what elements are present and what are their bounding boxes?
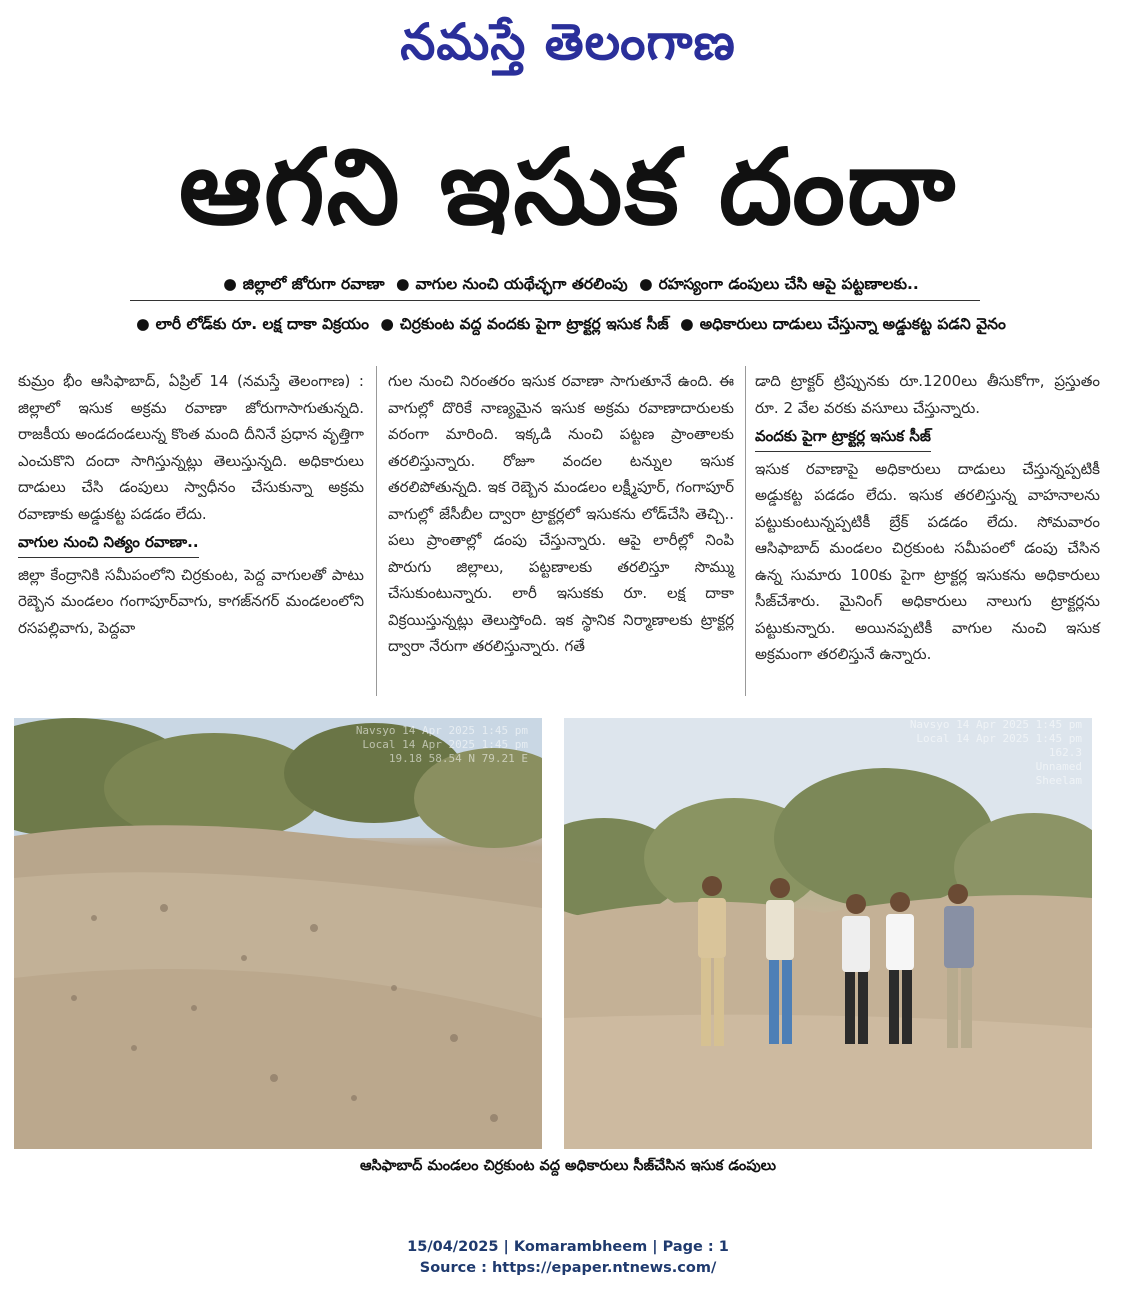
article-paragraph: కుమ్రం భీం ఆసిఫాబాద్, ఏప్రిల్ 14 (నమస్తే తెలంగాణ) : జిల్లాలో ఇసుక అక్రమ రవాణా జోరుగాసాగుతున్నది. రాజకీయ అండదండలున్న కొంత మంది దీనినే ప్రధాన వృత్తిగా ఎంచుకొని దందా సాగిస్తున్నట్లు తెలుస్తున్నది. అధికారులు దాడులు చేసి డంపులు స్వాధీనం చేసుకున్నా అక్రమ రవాణాకు అడ్డుకట్ట పడడం లేదు. bbox=[18, 372, 364, 523]
article-subheading: వందకు పైగా ట్రాక్టర్ల ఇసుక సీజ్ bbox=[755, 423, 931, 452]
bullet-dot-icon: ● bbox=[639, 275, 653, 293]
column-divider bbox=[376, 366, 377, 696]
sand-dump-photo bbox=[14, 718, 542, 1149]
stamp-line: Navsyo 14 Apr 2025 1:45 pm bbox=[909, 718, 1082, 731]
summary-bullet: చిర్రకుంట వద్ద వందకు పైగా ట్రాక్టర్ల ఇసుక సీజ్ bbox=[399, 315, 669, 333]
summary-bullet: వాగుల నుంచి యథేచ్ఛగా తరలింపు bbox=[415, 275, 628, 293]
article-column-1 bbox=[18, 368, 364, 641]
article-subheading: వాగుల నుంచి నిత్యం రవాణా.. bbox=[18, 529, 199, 558]
bullet-dot-icon: ● bbox=[380, 315, 394, 333]
bullet-dot-icon: ● bbox=[136, 315, 150, 333]
article-paragraph: ఇసుక రవాణాపై అధికారులు దాడులు చేస్తున్నప్పటికీ అడ్డుకట్ట పడడం లేదు. ఇసుక తరలిస్తున్న వాహనాలను పట్టుకుంటున్నప్పటికీ బ్రేక్ పడడం లేదు. సోమవారం ఆసిఫాబాద్ మండలం చిర్రకుంట సమీపంలో డంపు చేసిన ఉన్న సుమారు 100కు పైగా ట్రాక్టర్ల ఇసుకను అధికారులు సీజ్‌చేశారు. మైనింగ్ అధికారులు నాలుగు ట్రాక్టర్లను పట్టుకున్నారు. అయినప్పటికీ వాగుల నుంచి ఇసుక అక్రమంగా తరలిస్తునే ఉన్నారు. bbox=[755, 459, 1100, 663]
summary-bullets-row2 bbox=[10, 312, 1126, 336]
bullet-divider-top bbox=[130, 300, 980, 301]
page-footer bbox=[0, 1237, 1136, 1279]
article-paragraph: జిల్లా కేంద్రానికి సమీపంలోని చిర్రకుంట, పెద్ద వాగులతో పాటు రెబ్బెన మండలం గంగాపూర్‌వాగు, కాగజ్‌నగర్ మండలంలోని రసపల్లివాగు, పెద్దవా bbox=[18, 565, 364, 637]
stamp-line: Sheelam bbox=[1035, 774, 1082, 787]
officials-photo bbox=[564, 718, 1092, 1149]
stamp-line: Local 14 Apr 2025 1:45 pm bbox=[362, 738, 528, 751]
bullet-dot-icon: ● bbox=[395, 275, 410, 293]
summary-bullet: లారీ లోడ్‌కు రూ. లక్ష దాకా విక్రయం bbox=[155, 315, 369, 333]
sand-dump-illustration bbox=[14, 718, 542, 1149]
article-paragraph: గుల నుంచి నిరంతరం ఇసుక రవాణా సాగుతూనే ఉంది. ఈ వాగుల్లో దొరికే నాణ్యమైన ఇసుక అక్రమ రవాణాదారులకు వరంగా మారింది. ఇక్కడి నుంచి పట్టణ ప్రాంతాలకు తరలిస్తున్నారు. రోజూ వందల టన్నుల ఇసుక తరలిపోతున్నది. ఇక రెబ్బెన మండలం లక్ష్మీపూర్, గంగాపూర్ వాగుల్లో జేసీబీల ద్వారా ట్రాక్టర్లలో ఇసుకను లోడ్‌చేసి తెచ్చి.. పలు ప్రాంతాల్లో డంపు చేస్తున్నారు. ఆపై లారీల్లో నింపి పొరుగు జిల్లాలు, పట్టణాలకు తరలిస్తూ సొమ్ము చేసుకుంటున్నారు. లారీ ఇసుకకు రూ. లక్ష దాకా విక్రయిస్తున్నట్లు తెలుస్తోంది. ఇక స్థానిక నిర్మాణాలకు ట్రాక్టర్ల ద్వారా నేరుగా తరలిస్తున్నారు. గతే bbox=[388, 372, 734, 655]
stamp-line: Unnamed bbox=[1035, 760, 1082, 773]
photo-caption: ఆసిఫాబాద్ మండలం చిర్రకుంట వద్ద అధికారులు సీజ్‌చేసిన ఇసుక డంపులు bbox=[359, 1158, 777, 1174]
article-column-3 bbox=[755, 368, 1100, 668]
column-divider bbox=[745, 366, 746, 696]
summary-bullet: అధికారులు దాడులు చేస్తున్నా అడ్డుకట్ట పడని వైనం bbox=[699, 315, 1006, 333]
article-paragraph: డాది ట్రాక్టర్ ట్రిప్పునకు రూ.1200లు తీసుకోగా, ప్రస్తుతం రూ. 2 వేల వరకు వసూలు చేస్తున్నారు. bbox=[755, 372, 1100, 417]
bullet-dot-icon: ● bbox=[223, 275, 237, 293]
stamp-line: 19.18 58.54 N 79.21 E bbox=[388, 752, 528, 765]
summary-bullet: జిల్లాలో జోరుగా రవాణా bbox=[242, 275, 385, 293]
summary-bullet: రహస్యంగా డంపులు చేసి ఆపై పట్టణాలకు.. bbox=[658, 275, 919, 293]
stamp-line: Local 14 Apr 2025 1:45 pm bbox=[916, 732, 1082, 745]
photo-timestamp-overlay bbox=[356, 724, 528, 766]
bullet-dot-icon: ● bbox=[680, 315, 694, 333]
photo-timestamp-overlay bbox=[910, 718, 1082, 788]
footer-source[interactable]: Source : https://epaper.ntnews.com/ bbox=[419, 1260, 717, 1276]
article-column-2 bbox=[388, 368, 734, 660]
newspaper-masthead: నమస్తే తెలంగాణ bbox=[400, 13, 736, 71]
stamp-line: Navsyo 14 Apr 2025 1:45 pm bbox=[355, 724, 528, 737]
footer-date-edition: 15/04/2025 | Komarambheem | Page : 1 bbox=[407, 1239, 729, 1255]
stamp-line: 162.3 bbox=[1048, 746, 1082, 759]
summary-bullets-row1 bbox=[10, 272, 1126, 296]
article-headline: ఆగని ఇసుక దందా bbox=[178, 126, 958, 248]
